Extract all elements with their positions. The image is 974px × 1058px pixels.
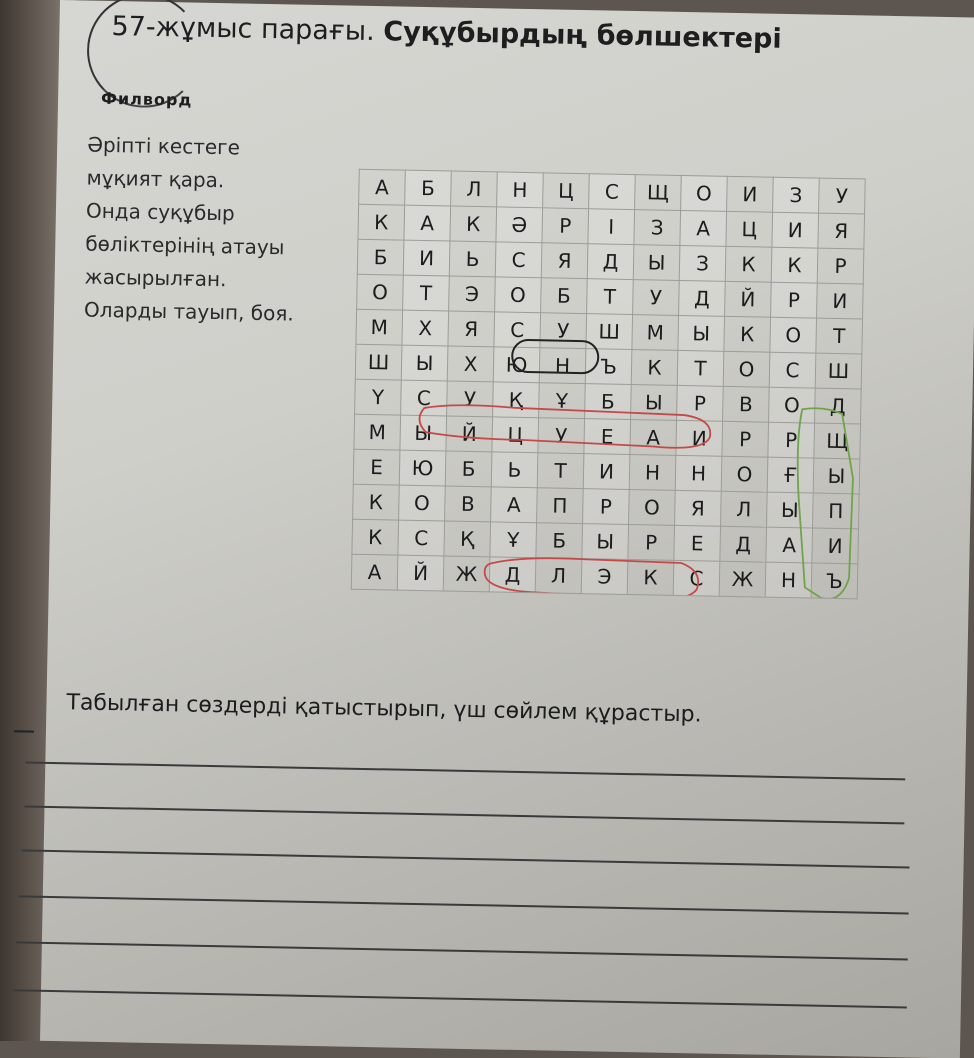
grid-cell[interactable]: Щ [814, 423, 861, 459]
grid-cell[interactable]: И [812, 528, 859, 564]
grid-cell[interactable]: Р [583, 489, 630, 525]
grid-cell[interactable]: Ы [813, 458, 860, 494]
task-text: Табылған сөздерді қатыстырып, үш сөйлем құрастыр. [66, 690, 702, 728]
grid-cell[interactable]: Р [817, 248, 864, 284]
grid-cell[interactable]: А [630, 420, 677, 456]
grid-cell[interactable]: Я [541, 243, 588, 279]
grid-cell[interactable]: У [633, 280, 680, 316]
answer-line-6[interactable] [13, 989, 907, 1008]
grid-cell[interactable]: О [495, 277, 542, 313]
grid-cell[interactable]: Ъ [811, 563, 858, 599]
grid-cell[interactable]: Н [539, 348, 586, 384]
grid-cell[interactable]: С [769, 352, 816, 388]
grid-cell[interactable]: К [627, 560, 674, 596]
grid-cell[interactable]: Э [581, 559, 628, 595]
grid-cell[interactable]: О [399, 485, 446, 521]
grid-cell[interactable]: К [352, 519, 399, 555]
grid-cell[interactable]: Т [587, 279, 634, 315]
grid-cell[interactable]: Б [405, 170, 452, 206]
grid-cell[interactable]: О [681, 175, 728, 211]
grid-cell[interactable]: Е [353, 449, 400, 485]
grid-cell[interactable]: У [540, 313, 587, 349]
instruction-line: Оларды тауып, боя. [83, 297, 295, 326]
grid-cell[interactable]: Ы [631, 385, 678, 421]
grid-cell[interactable]: Ә [496, 207, 543, 243]
instruction-line: бөліктерінің атауы [85, 231, 285, 260]
grid-cell[interactable]: Ц [726, 211, 773, 247]
grid-cell[interactable]: Е [674, 525, 721, 561]
grid-cell[interactable]: Қ [444, 521, 491, 557]
grid-cell[interactable]: У [447, 381, 494, 417]
grid-cell[interactable]: Х [402, 310, 449, 346]
grid-cell[interactable]: Д [815, 388, 862, 424]
grid-cell[interactable]: Ц [543, 173, 590, 209]
grid-cell[interactable]: Р [677, 385, 724, 421]
answer-line-2[interactable] [24, 805, 904, 824]
grid-cell[interactable]: Й [397, 555, 444, 591]
word-search-grid [351, 169, 866, 600]
title-number: 57-жұмыс парағы. [111, 10, 375, 48]
grid-cell[interactable]: Н [629, 455, 676, 491]
grid-cell[interactable]: А [491, 487, 538, 523]
grid-cell[interactable]: Й [446, 416, 493, 452]
grid-cell[interactable]: А [680, 210, 727, 246]
grid-cell[interactable]: И [676, 420, 723, 456]
title-topic: Суқұбырдың бөлшектері [382, 16, 782, 55]
grid-cell[interactable]: У [819, 178, 866, 214]
grid-cell[interactable]: Ш [355, 344, 402, 380]
instructions [84, 129, 298, 331]
grid-cell[interactable]: К [450, 206, 497, 242]
worksheet-page [40, 0, 974, 1058]
grid-cell[interactable]: К [725, 246, 772, 282]
grid-cell[interactable]: Б [585, 384, 632, 420]
grid-cell[interactable]: Н [765, 562, 812, 598]
grid-cell[interactable]: З [773, 177, 820, 213]
grid-cell[interactable]: Я [675, 490, 722, 526]
grid-cell[interactable]: О [723, 351, 770, 387]
grid-cell[interactable]: А [351, 554, 398, 590]
grid-cell[interactable]: Қ [493, 382, 540, 418]
grid-cell[interactable]: Л [451, 171, 498, 207]
grid-cell[interactable]: Ұ [490, 522, 537, 558]
page-title [111, 11, 782, 55]
grid-cell[interactable]: Б [536, 523, 583, 559]
grid-cell[interactable]: О [769, 387, 816, 423]
grid-cell[interactable]: К [358, 204, 405, 240]
grid-cell[interactable]: С [589, 174, 636, 210]
grid-cell[interactable]: И [817, 283, 864, 319]
grid-cell[interactable]: Л [535, 558, 582, 594]
grid-cell[interactable]: Ь [449, 241, 496, 277]
grid-cell[interactable]: Д [587, 244, 634, 280]
grid-cell[interactable]: Я [818, 213, 865, 249]
grid-cell[interactable]: Б [357, 239, 404, 275]
answer-line-3[interactable] [22, 849, 910, 868]
grid-cell[interactable]: Р [722, 421, 769, 457]
grid-cell[interactable]: К [353, 484, 400, 520]
grid-cell[interactable]: Ы [400, 415, 447, 451]
grid-cell[interactable]: Ж [443, 556, 490, 592]
grid-cell[interactable]: Т [537, 453, 584, 489]
grid-cell[interactable]: Ж [719, 561, 766, 597]
answer-line-1[interactable] [25, 761, 905, 780]
grid-cell[interactable]: А [766, 527, 813, 563]
grid-cell[interactable]: О [357, 274, 404, 310]
grid-cell[interactable]: С [398, 520, 445, 556]
grid-cell[interactable]: Ы [582, 524, 629, 560]
grid-cell[interactable]: Й [725, 281, 772, 317]
grid-cell[interactable]: А [359, 169, 406, 205]
grid-cell[interactable]: У [538, 418, 585, 454]
grid-cell[interactable]: Ю [493, 347, 540, 383]
grid-cell[interactable]: И [727, 176, 774, 212]
grid-cell[interactable]: В [445, 486, 492, 522]
grid-cell[interactable]: Ц [492, 417, 539, 453]
grid-cell[interactable]: Ъ [585, 349, 632, 385]
grid-cell[interactable]: И [583, 454, 630, 490]
grid-cell[interactable]: Т [816, 318, 863, 354]
grid-cell[interactable]: Е [584, 419, 631, 455]
grid-cell[interactable]: С [494, 312, 541, 348]
grid-cell[interactable]: А [404, 205, 451, 241]
grid-cell[interactable]: Р [768, 422, 815, 458]
grid-cell[interactable]: Р [771, 282, 818, 318]
grid-cell[interactable]: Ү [355, 379, 402, 415]
answer-line-4[interactable] [19, 895, 909, 914]
grid-cell[interactable]: Д [679, 280, 726, 316]
grid-cell[interactable]: Ы [767, 492, 814, 528]
grid-cell[interactable]: Ь [491, 452, 538, 488]
grid-cell[interactable]: В [723, 386, 770, 422]
grid-cell[interactable]: Ұ [539, 383, 586, 419]
grid-cell[interactable]: И [403, 240, 450, 276]
grid-cell[interactable]: Т [403, 275, 450, 311]
grid-cell[interactable]: К [631, 350, 678, 386]
grid-cell[interactable]: Б [445, 451, 492, 487]
grid-cell[interactable]: Щ [635, 175, 682, 211]
instruction-line: мұқият қара. [86, 165, 225, 193]
grid-cell[interactable]: П [813, 493, 860, 529]
grid-cell[interactable]: Ы [401, 345, 448, 381]
grid-cell[interactable]: О [721, 456, 768, 492]
grid-cell[interactable]: Л [721, 491, 768, 527]
grid-cell[interactable]: О [770, 317, 817, 353]
grid-cell[interactable]: С [673, 560, 720, 596]
instruction-line: Әріпті кестеге [86, 132, 241, 160]
grid-cell[interactable]: З [679, 245, 726, 281]
grid-cell[interactable]: Д [720, 526, 767, 562]
pencil-dash-mark [14, 730, 34, 732]
grid-cell[interactable]: Н [675, 455, 722, 491]
grid-cell[interactable]: Ы [633, 245, 680, 281]
grid-cell[interactable]: М [354, 414, 401, 450]
grid-cell[interactable]: Ю [399, 450, 446, 486]
grid-cell[interactable]: Ш [586, 314, 633, 350]
grid-cell[interactable]: З [634, 210, 681, 246]
grid-cell[interactable]: Н [497, 172, 544, 208]
grid-cell[interactable]: Ы [678, 315, 725, 351]
grid-cell[interactable]: С [401, 380, 448, 416]
instruction-line: жасырылған. [84, 264, 227, 292]
grid-cell[interactable]: К [771, 247, 818, 283]
grid-cell[interactable]: Р [628, 525, 675, 561]
grid-cell[interactable]: Ғ [767, 457, 814, 493]
grid-cell[interactable]: С [495, 242, 542, 278]
grid-cell[interactable]: Б [541, 278, 588, 314]
grid-cell[interactable]: М [356, 309, 403, 345]
grid-cell[interactable]: І [588, 209, 635, 245]
grid-cell[interactable]: И [772, 212, 819, 248]
grid-cell[interactable]: К [724, 316, 771, 352]
subtitle: Филворд [100, 88, 193, 110]
grid-cell[interactable]: Т [677, 350, 724, 386]
grid-cell[interactable]: О [629, 490, 676, 526]
grid-cell[interactable]: Ш [815, 353, 862, 389]
instruction-line: Онда суқұбыр [85, 198, 235, 226]
grid-cell[interactable]: Р [542, 208, 589, 244]
answer-line-5[interactable] [16, 941, 908, 960]
grid-cell[interactable]: П [537, 488, 584, 524]
grid-cell[interactable]: М [632, 315, 679, 351]
grid-cell[interactable]: Я [448, 311, 495, 347]
grid-cell[interactable]: Х [447, 346, 494, 382]
grid-cell[interactable]: Д [489, 557, 536, 593]
grid-cell[interactable]: Э [449, 276, 496, 312]
